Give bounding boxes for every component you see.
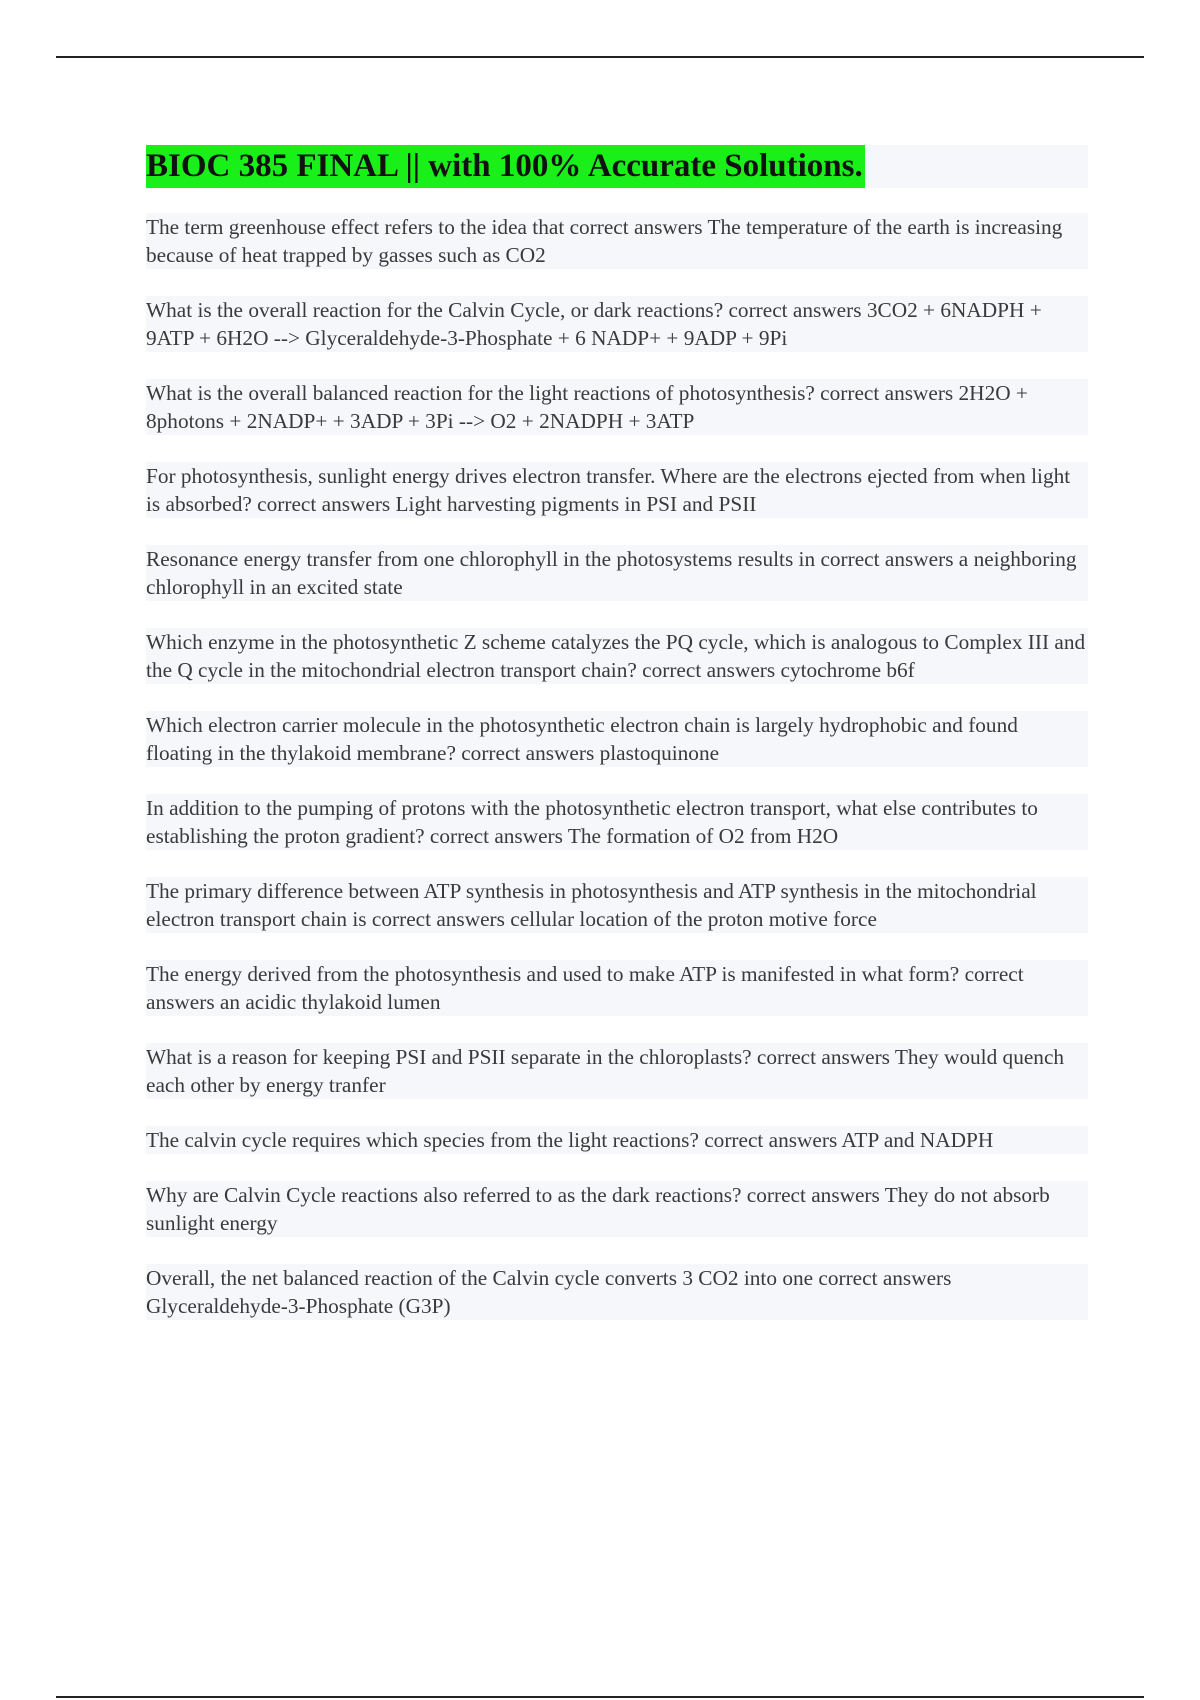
qa-item-6: Which enzyme in the photosynthetic Z scheme catalyzes the PQ cycle, which is analogous to Complex III and the Q cycle in the mitochondrial electron transport chain? correct answers cytochrome b6f [146,628,1088,684]
qa-item-8: In addition to the pumping of protons with the photosynthetic electron transport, what else contributes to establishing the proton gradient? correct answers The formation of O2 from H2O [146,794,1088,850]
qa-item-4: For photosynthesis, sunlight energy drives electron transfer. Where are the electrons ejected from when light is absorbed? correct answers Light harvesting pigments in PSI and PSII [146,462,1088,518]
footer-rule [56,1696,1144,1698]
title-row [146,145,1088,188]
qa-item-14: Overall, the net balanced reaction of the Calvin cycle converts 3 CO2 into one correct answers Glyceraldehyde-3-Phosphate (G3P) [146,1264,1088,1320]
qa-item-9: The primary difference between ATP synthesis in photosynthesis and ATP synthesis in the mitochondrial electron transport chain is correct answers cellular location of the proton motive force [146,877,1088,933]
qa-item-1: The term greenhouse effect refers to the idea that correct answers The temperature of the earth is increasing because of heat trapped by gasses such as CO2 [146,213,1088,269]
document-title: BIOC 385 FINAL || with 100% Accurate Solutions. [146,145,865,188]
document-body [146,145,1088,1347]
qa-item-7: Which electron carrier molecule in the photosynthetic electron chain is largely hydrophobic and found floating in the thylakoid membrane? correct answers plastoquinone [146,711,1088,767]
qa-item-11: What is a reason for keeping PSI and PSII separate in the chloroplasts? correct answers They would quench each other by energy tranfer [146,1043,1088,1099]
qa-item-10: The energy derived from the photosynthesis and used to make ATP is manifested in what form? correct answers an acidic thylakoid lumen [146,960,1088,1016]
qa-item-3: What is the overall balanced reaction for the light reactions of photosynthesis? correct answers 2H2O + 8photons + 2NADP+ + 3ADP + 3Pi --> O2 + 2NADPH + 3ATP [146,379,1088,435]
qa-item-5: Resonance energy transfer from one chlorophyll in the photosystems results in correct answers a neighboring chlorophyll in an excited state [146,545,1088,601]
header-rule [56,56,1144,58]
qa-item-13: Why are Calvin Cycle reactions also referred to as the dark reactions? correct answers They do not absorb sunlight energy [146,1181,1088,1237]
qa-item-12: The calvin cycle requires which species from the light reactions? correct answers ATP and NADPH [146,1126,1088,1154]
qa-item-2: What is the overall reaction for the Calvin Cycle, or dark reactions? correct answers 3CO2 + 6NADPH + 9ATP + 6H2O --> Glyceraldehyde-3-Phosphate + 6 NADP+ + 9ADP + 9Pi [146,296,1088,352]
